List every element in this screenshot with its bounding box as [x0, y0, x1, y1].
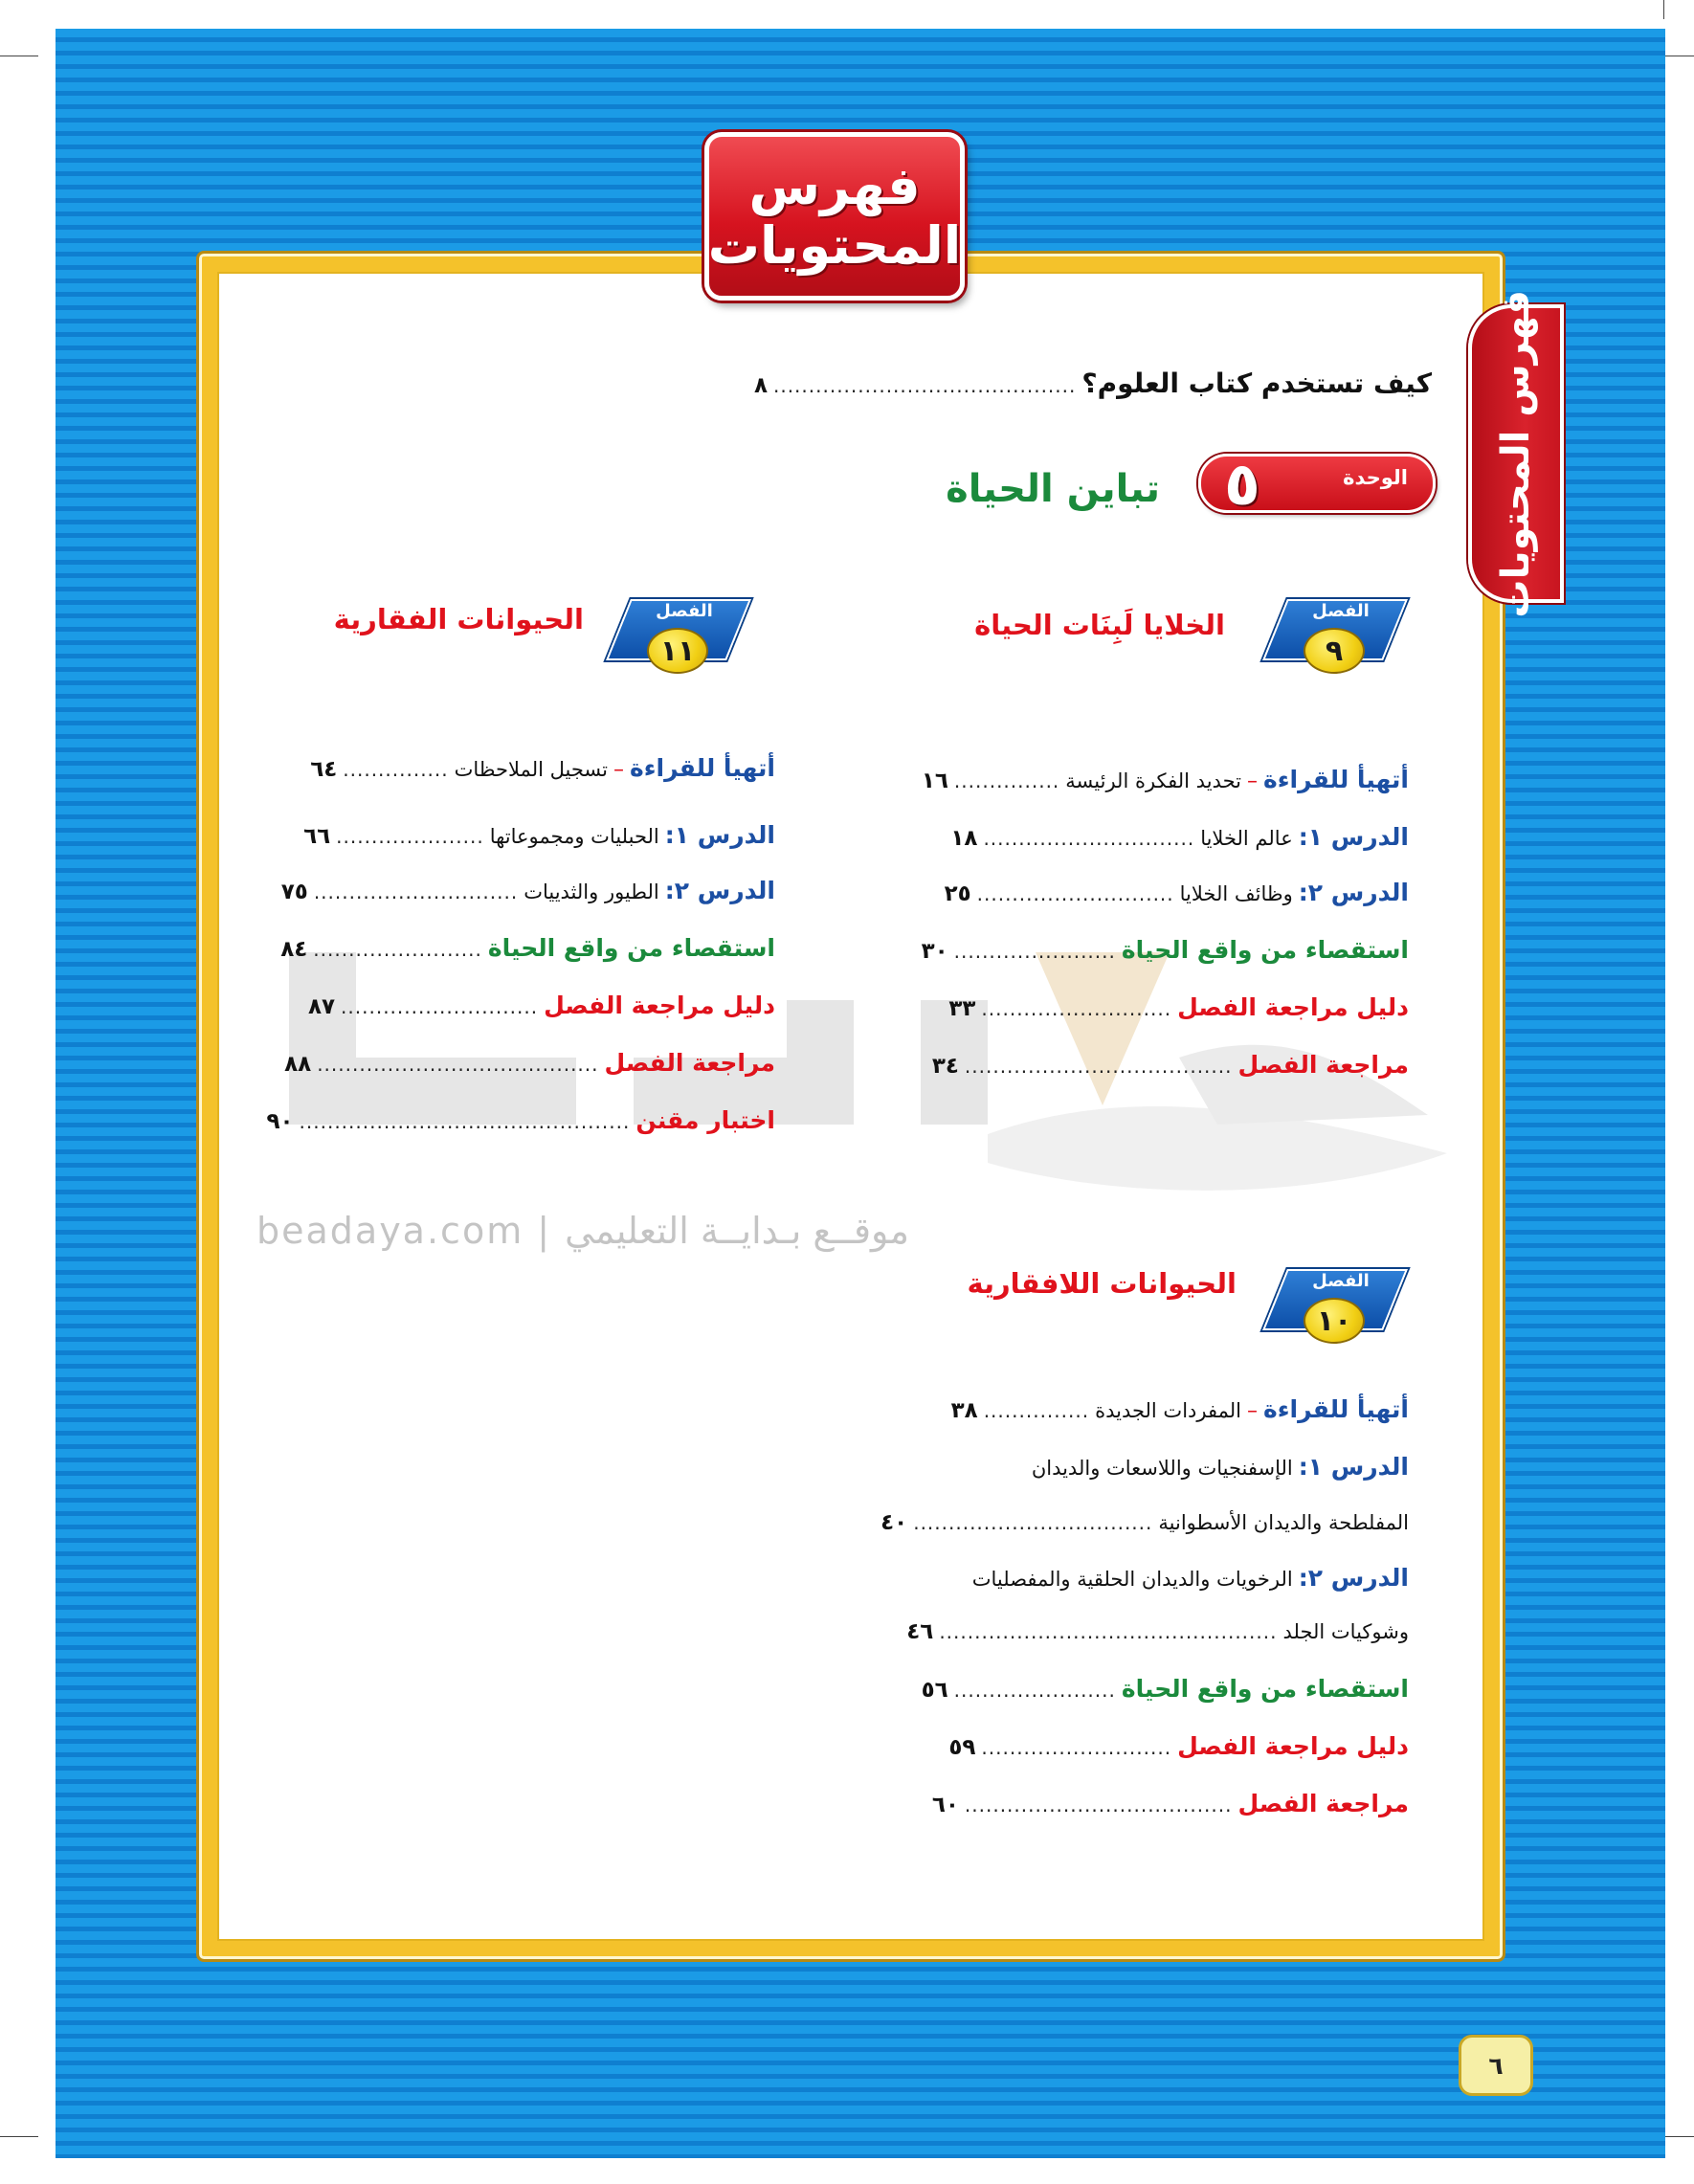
entry-label: الدرس ٢:: [1298, 879, 1409, 906]
toc-entry[interactable]: [880, 1510, 1409, 1535]
leader-dots: ...........................: [981, 997, 1172, 1020]
entry-label: مراجعة الفصل: [1237, 1790, 1409, 1817]
page-ref: ٣٨: [950, 1398, 978, 1423]
page-ref: ٣٤: [931, 1054, 959, 1079]
how-to-use-label: كيف تستخدم كتاب العلوم؟: [1081, 368, 1432, 399]
page-ref: ٣٠: [921, 939, 948, 964]
unit-title: تباين الحياة: [946, 467, 1160, 511]
chapter-badge: [1269, 1265, 1399, 1349]
entry-label: دليل مراجعة الفصل: [1177, 993, 1409, 1021]
entry-detail: الرخويات والديدان الحلقية والمفصليات: [971, 1568, 1293, 1591]
entry-label: اختبار مقنن: [635, 1106, 775, 1134]
entry-label: استقصاء من واقع الحياة: [487, 934, 775, 962]
toc-entry[interactable]: [1032, 1453, 1409, 1481]
how-to-use-entry[interactable]: [753, 368, 1432, 399]
chapter-word: الفصل: [656, 601, 713, 621]
entry-detail: تحديد الفكرة الرئيسة: [1065, 769, 1241, 792]
page-title-line-1: فهرس: [748, 155, 921, 216]
entry-label: الدرس ١:: [1298, 823, 1409, 851]
page-ref: ٨٨: [284, 1052, 312, 1077]
page-ref: ٨٤: [280, 937, 308, 962]
leader-dots: ........................: [313, 938, 482, 961]
page-ref: ٤٦: [906, 1619, 934, 1644]
leader-dots: ...............: [983, 1399, 1090, 1422]
entry-separator: –: [1246, 1399, 1258, 1423]
entry-label: استقصاء من واقع الحياة: [1121, 936, 1409, 964]
leader-dots: ...............: [953, 769, 1060, 792]
toc-entry[interactable]: [932, 1051, 1409, 1079]
chapter-number: ١٠: [1304, 1298, 1365, 1344]
leader-dots: ............................: [341, 995, 539, 1018]
entry-label: أتهيأ للقراءة: [629, 754, 775, 782]
page-ref: ٦٦: [303, 824, 331, 849]
page-ref: ٤٠: [880, 1510, 908, 1535]
page-ref: ٦٠: [931, 1793, 959, 1817]
entry-label: مراجعة الفصل: [1237, 1051, 1409, 1079]
entry-label: دليل مراجعة الفصل: [544, 992, 775, 1019]
toc-entry[interactable]: [972, 1564, 1409, 1592]
entry-label: الدرس ١:: [664, 821, 775, 849]
entry-label: دليل مراجعة الفصل: [1177, 1732, 1409, 1760]
page-ref: ٥٩: [948, 1735, 976, 1760]
page-number: ٦: [1459, 2035, 1533, 2096]
toc-entry[interactable]: [951, 1395, 1409, 1423]
chapter-badge: [1269, 595, 1399, 680]
toc-entry[interactable]: [922, 1675, 1409, 1703]
toc-entry[interactable]: [922, 936, 1409, 964]
page-ref: ٣٣: [948, 996, 976, 1021]
page-title-box: [704, 132, 965, 301]
entry-label: الدرس ٢:: [664, 877, 775, 904]
toc-entry[interactable]: [950, 823, 1409, 851]
entry-detail: الإسفنجيات واللاسعات والديدان: [1031, 1457, 1293, 1480]
chapter-title: الحيوانات اللافقارية: [967, 1267, 1237, 1300]
leader-dots: ..............................: [983, 827, 1195, 850]
leader-dots: ...........................................: [772, 374, 1077, 397]
leader-dots: ...............................................: [299, 1110, 631, 1133]
page-ref: ٨٧: [307, 994, 336, 1019]
chapter-word: الفصل: [1312, 601, 1370, 621]
entry-label: أتهيأ للقراءة: [1262, 766, 1409, 793]
entry-detail: وشوكيات الجلد: [1282, 1620, 1409, 1643]
entry-detail: تسجيل الملاحظات: [454, 758, 608, 781]
entry-detail: وظائف الخلايا: [1179, 882, 1293, 905]
leader-dots: ............................: [976, 882, 1174, 905]
leader-dots: .............................: [313, 880, 519, 903]
toc-entry[interactable]: [922, 766, 1409, 793]
chapter-number: ١١: [647, 628, 708, 674]
toc-entry[interactable]: [310, 754, 775, 782]
leader-dots: ................................................: [939, 1620, 1278, 1643]
toc-entry[interactable]: [945, 879, 1409, 906]
page-ref: ٥٦: [921, 1678, 948, 1703]
leader-dots: ...............: [343, 758, 449, 781]
entry-detail: المفردات الجديدة: [1095, 1399, 1241, 1422]
leader-dots: ...........................: [981, 1736, 1172, 1759]
chapter-title: الحيوانات الفقارية: [333, 603, 584, 635]
entry-separator: –: [613, 758, 624, 782]
toc-entry[interactable]: [280, 934, 775, 962]
entry-label: استقصاء من واقع الحياة: [1121, 1675, 1409, 1703]
unit-badge: [1198, 449, 1436, 519]
toc-entry[interactable]: [932, 1790, 1409, 1817]
toc-entry[interactable]: [303, 821, 775, 849]
page-ref: ٧٥: [280, 880, 308, 904]
page-ref: ١٦: [921, 769, 948, 793]
entry-separator: –: [1246, 769, 1258, 793]
watermark-text: beadaya.com | موقــع بـدايــة التعليمي: [256, 1210, 910, 1252]
toc-entry[interactable]: [948, 993, 1409, 1021]
toc-entry[interactable]: [948, 1732, 1409, 1760]
chapter-word: الفصل: [1312, 1271, 1370, 1291]
leader-dots: .......................: [953, 940, 1116, 963]
chapter-number: ٩: [1304, 628, 1365, 674]
page-ref: ١٨: [950, 826, 978, 851]
leader-dots: ......................................: [964, 1794, 1233, 1816]
toc-entry[interactable]: [266, 1106, 775, 1134]
entry-detail: الطيور والثدييات: [524, 880, 659, 903]
crop-mark: [1663, 0, 1664, 19]
leader-dots: ........................................: [317, 1053, 599, 1076]
leader-dots: .......................: [953, 1679, 1116, 1702]
entry-label: أتهيأ للقراءة: [1262, 1395, 1409, 1423]
entry-label: مراجعة الفصل: [604, 1049, 775, 1077]
toc-entry[interactable]: [284, 1049, 775, 1077]
side-tab: [1468, 289, 1564, 618]
leader-dots: ......................................: [964, 1055, 1233, 1078]
crop-mark: [0, 2136, 38, 2137]
entry-detail: المفلطحة والديدان الأسطوانية: [1158, 1511, 1409, 1534]
unit-word: الوحدة: [1343, 466, 1408, 489]
toc-entry[interactable]: [308, 992, 775, 1019]
toc-entry[interactable]: [281, 877, 775, 904]
leader-dots: .....................: [336, 825, 484, 848]
entry-detail: الحبليات ومجموعاتها: [489, 825, 659, 848]
page-ref: ٢٥: [944, 881, 971, 906]
chapter-badge: [613, 595, 743, 680]
entry-label: الدرس ٢:: [1298, 1564, 1409, 1592]
page-ref: ٩٠: [266, 1109, 294, 1134]
unit-number: ٥: [1224, 449, 1260, 519]
page-ref: ٨: [753, 373, 768, 398]
entry-label: الدرس ١:: [1298, 1453, 1409, 1481]
chapter-title: الخلايا لَبِنَات الحياة: [974, 609, 1225, 641]
page-ref: ٦٤: [310, 757, 338, 782]
side-tab-label: فهرس المحتويات: [1494, 289, 1538, 618]
leader-dots: ..................................: [913, 1511, 1153, 1534]
entry-detail: عالم الخلايا: [1200, 827, 1293, 850]
page-title-line-2: المحتويات: [707, 215, 962, 276]
toc-entry[interactable]: [906, 1619, 1409, 1644]
